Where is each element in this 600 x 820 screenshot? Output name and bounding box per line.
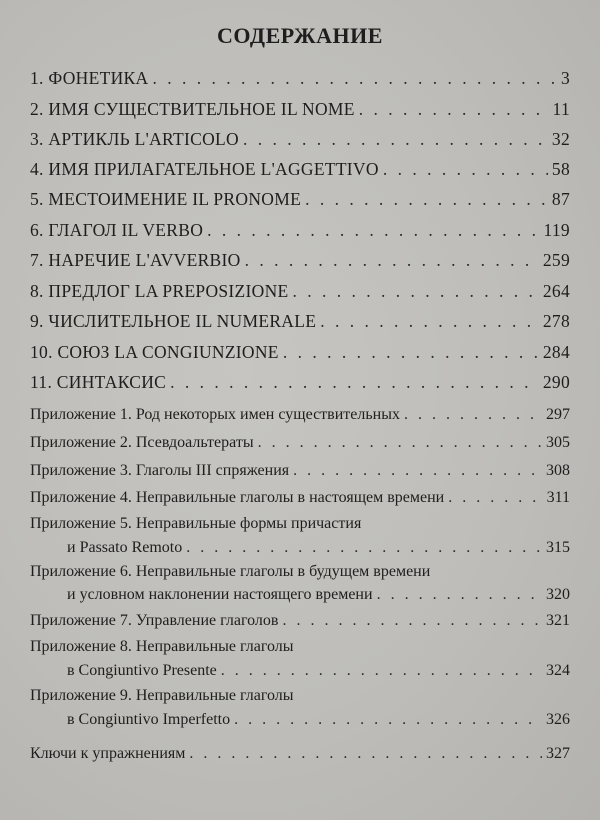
toc-appendix-entry[interactable]	[67, 586, 570, 608]
leader-dots	[186, 539, 542, 557]
toc-entry-page: 305	[546, 434, 570, 451]
page-title: СОДЕРЖАНИЕ	[217, 23, 383, 48]
toc-entry-label: Приложение 3. Глаголы III спряжения	[30, 462, 290, 479]
leader-dots	[258, 434, 542, 452]
leader-dots	[245, 250, 539, 271]
toc-entry-page: 308	[546, 462, 570, 479]
toc-entry-page: 259	[542, 250, 570, 270]
toc-entry-page: 324	[546, 662, 570, 679]
toc-entry-page: 264	[542, 281, 570, 301]
toc-entry-page: 119	[543, 220, 570, 240]
leader-dots	[221, 662, 542, 680]
toc-entry-page: 11	[552, 99, 570, 119]
toc-entry-label: 6. ГЛАГОЛ IL VERBO	[30, 220, 204, 240]
toc-appendix-entry[interactable]	[30, 489, 570, 511]
toc-entry[interactable]	[30, 311, 570, 333]
toc-entry-label: и условном наклонении настоящего времени	[67, 586, 373, 603]
toc-entry-page: 284	[542, 342, 570, 362]
leader-dots	[293, 462, 542, 480]
toc-entry[interactable]	[30, 189, 570, 211]
toc-entry-label: 9. ЧИСЛИТЕЛЬНОЕ IL NUMERALE	[30, 311, 317, 331]
leader-dots	[359, 99, 549, 120]
toc-entry-label: 5. МЕСТОИМЕНИЕ IL PRONOME	[30, 189, 302, 209]
toc-entry-label: Приложение 1. Род некоторых имен существительных	[30, 406, 400, 423]
toc-appendix-entry[interactable]	[67, 539, 570, 561]
toc-entry[interactable]	[30, 372, 570, 394]
toc-entry-label: Ключи к упражнениям	[30, 745, 186, 762]
toc-entry-label: в Congiuntivo Presente	[67, 662, 217, 679]
leader-dots	[189, 745, 542, 763]
toc-entry-label: в Congiuntivo Imperfetto	[67, 711, 231, 728]
toc-entry-page: 315	[546, 539, 570, 556]
toc-entry-page: 290	[542, 372, 570, 392]
toc-entry-label: 3. АРТИКЛЬ L'ARTICOLO	[30, 129, 239, 149]
toc-entry-label: Приложение 7. Управление глаголов	[30, 612, 279, 629]
toc-entry-page: 321	[546, 612, 570, 629]
toc-appendix-entry-line1[interactable]: Приложение 6. Неправильные глаголы в будущем времени	[30, 563, 431, 580]
leader-dots	[305, 189, 548, 210]
leader-dots	[170, 372, 539, 393]
toc-entry-label: Приложение 4. Неправильные глаголы в настоящем времени	[30, 489, 445, 506]
leader-dots	[283, 342, 539, 363]
toc-entry-page: 326	[546, 711, 570, 728]
toc-entry[interactable]	[30, 129, 570, 151]
leader-dots	[243, 129, 548, 150]
toc-entry-page: 327	[546, 745, 570, 762]
toc-entry-label: 11. СИНТАКСИС	[30, 372, 167, 392]
toc-appendix-entry-line1[interactable]: Приложение 5. Неправильные формы причастия	[30, 515, 362, 532]
toc-appendix-entry[interactable]	[30, 612, 570, 634]
toc-entry-label: 10. СОЮЗ LA CONGIUNZIONE	[30, 342, 279, 362]
leader-dots	[234, 711, 542, 729]
toc-entry[interactable]	[30, 342, 570, 364]
leader-dots	[293, 281, 539, 302]
leader-dots	[320, 311, 539, 332]
toc-appendix-entry-line1[interactable]: Приложение 8. Неправильные глаголы	[30, 638, 294, 655]
toc-entry-page: 297	[546, 406, 570, 423]
toc-appendix-entry[interactable]	[67, 662, 570, 684]
toc-entry-page: 87	[551, 189, 570, 209]
toc-entry-label: 7. НАРЕЧИЕ L'AVVERBIO	[30, 250, 241, 270]
toc-entry-page: 58	[551, 159, 570, 179]
toc-entry-label: 8. ПРЕДЛОГ LA PREPOSIZIONE	[30, 281, 289, 301]
toc-appendix-entry[interactable]	[30, 434, 570, 456]
toc-entry-page: 278	[542, 311, 570, 331]
toc-entry-page: 311	[546, 489, 570, 506]
toc-entry-page: 320	[546, 586, 570, 603]
toc-appendix-entry-line1[interactable]: Приложение 9. Неправильные глаголы	[30, 687, 294, 704]
toc-appendix-entry[interactable]	[67, 711, 570, 733]
leader-dots	[448, 489, 542, 507]
toc-appendix-entry[interactable]	[30, 406, 570, 428]
leader-dots	[282, 612, 542, 630]
leader-dots	[404, 406, 542, 424]
toc-entry[interactable]	[30, 281, 570, 303]
toc-entry-label: 1. ФОНЕТИКА	[30, 68, 149, 88]
toc-entry[interactable]	[30, 99, 570, 121]
toc-entry[interactable]	[30, 220, 570, 242]
toc-entry-label: Приложение 2. Псевдоальтераты	[30, 434, 254, 451]
toc-appendix-entry[interactable]	[30, 462, 570, 484]
leader-dots	[383, 159, 548, 180]
toc-entry-page: 3	[560, 68, 570, 88]
toc-entry[interactable]	[30, 250, 570, 272]
toc-entry-page: 32	[551, 129, 570, 149]
toc-entry[interactable]	[30, 68, 570, 90]
toc-entry-label: и Passato Remoto	[67, 539, 183, 556]
toc-entry-label: 4. ИМЯ ПРИЛАГАТЕЛЬНОЕ L'AGGETTIVO	[30, 159, 379, 179]
toc-entry-label: 2. ИМЯ СУЩЕСТВИТЕЛЬНОЕ IL NOME	[30, 99, 355, 119]
leader-dots	[152, 68, 556, 89]
toc-entry[interactable]	[30, 159, 570, 181]
leader-dots	[207, 220, 539, 241]
toc-keys-entry[interactable]	[30, 745, 570, 767]
leader-dots	[377, 586, 542, 604]
